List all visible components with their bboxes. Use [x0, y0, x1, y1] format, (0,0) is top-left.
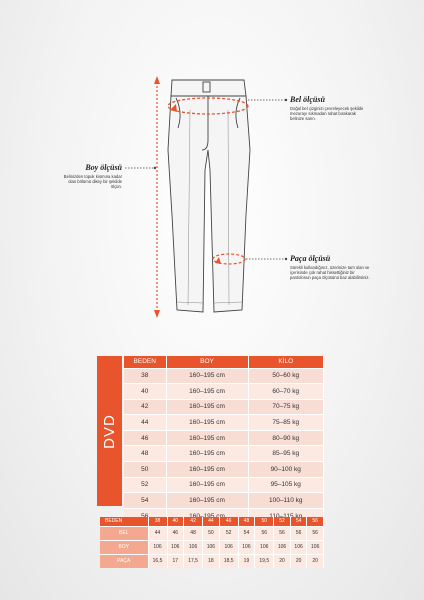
weight-cell: 80–90 kg: [248, 430, 324, 446]
size-cell: 48: [124, 446, 166, 462]
measure-size-header: 54: [290, 517, 307, 526]
height-cell: 160–195 cm: [166, 368, 248, 384]
measure-size-header: 42: [184, 517, 203, 526]
measure-cell: 56: [274, 526, 291, 540]
measure-header-label: BEDEN: [100, 517, 148, 526]
header-kilo: KİLO: [248, 356, 324, 368]
measure-row-label: BOY: [100, 540, 148, 554]
hem-callout-title: Paça ölçüsü: [290, 254, 331, 263]
measure-row-label: BEL: [100, 526, 148, 540]
weight-cell: 85–95 kg: [248, 446, 324, 462]
measure-cell: 18,5: [219, 554, 238, 568]
measure-cell: 50: [203, 526, 220, 540]
measure-cell: 56: [255, 526, 274, 540]
measure-cell: 17: [167, 554, 184, 568]
table-row: [124, 493, 324, 509]
height-cell: 160–195 cm: [166, 493, 248, 509]
measure-cell: 48: [184, 526, 203, 540]
measurement-table: [100, 517, 324, 568]
measure-size-header: 50: [255, 517, 274, 526]
table-row: [124, 446, 324, 462]
measure-cell: 106: [255, 540, 274, 554]
measure-size-header: 40: [167, 517, 184, 526]
measure-cell: 18: [203, 554, 220, 568]
measure-size-header: 48: [238, 517, 255, 526]
size-cell: 50: [124, 462, 166, 478]
weight-cell: 95–105 kg: [248, 477, 324, 493]
size-table-body: [124, 368, 324, 524]
length-callout-text: Belinizden topuk kısmına kadar olan bölümü dikey bir şekilde ölçün.: [63, 174, 122, 190]
size-cell: 54: [124, 493, 166, 509]
measure-size-header: 52: [274, 517, 291, 526]
measure-cell: 106: [148, 540, 167, 554]
table-row: [124, 399, 324, 415]
height-cell: 160–195 cm: [166, 477, 248, 493]
measure-size-header: 38: [148, 517, 167, 526]
size-cell: 44: [124, 415, 166, 431]
table-row: [100, 540, 324, 554]
measure-cell: 106: [184, 540, 203, 554]
size-cell: 42: [124, 399, 166, 415]
measure-cell: 106: [238, 540, 255, 554]
height-cell: 160–195 cm: [166, 462, 248, 478]
measure-cell: 44: [148, 526, 167, 540]
measure-cell: 17,5: [184, 554, 203, 568]
measure-cell: 106: [290, 540, 307, 554]
weight-cell: 75–85 kg: [248, 415, 324, 431]
size-table: [124, 356, 324, 524]
height-cell: 160–195 cm: [166, 446, 248, 462]
size-cell: 52: [124, 477, 166, 493]
height-cell: 160–195 cm: [166, 384, 248, 400]
measure-cell: 16,5: [148, 554, 167, 568]
measure-size-header: 56: [307, 517, 324, 526]
brand-label: DVD: [101, 413, 119, 449]
table-row: [124, 384, 324, 400]
measure-cell: 106: [307, 540, 324, 554]
table-row: [124, 477, 324, 493]
weight-cell: 70–75 kg: [248, 399, 324, 415]
table-row: [100, 526, 324, 540]
measure-size-header: 44: [203, 517, 220, 526]
table-row: [124, 415, 324, 431]
table-row: [124, 430, 324, 446]
measurement-table-header: [100, 517, 324, 526]
size-cell: 46: [124, 430, 166, 446]
length-callout-title: Boy ölçüsü: [85, 163, 122, 172]
header-beden: BEDEN: [124, 356, 166, 368]
table-row: [100, 554, 324, 568]
weight-cell: 50–60 kg: [248, 368, 324, 384]
measure-cell: 52: [219, 526, 238, 540]
measure-cell: 19: [238, 554, 255, 568]
weight-cell: 90–100 kg: [248, 462, 324, 478]
measure-cell: 106: [203, 540, 220, 554]
measure-cell: 19,5: [255, 554, 274, 568]
size-cell: 38: [124, 368, 166, 384]
measure-cell: 56: [307, 526, 324, 540]
table-row: [124, 462, 324, 478]
measure-cell: 106: [167, 540, 184, 554]
measure-cell: 56: [290, 526, 307, 540]
trousers-outline: [168, 80, 250, 312]
header-boy: BOY: [166, 356, 248, 368]
height-cell: 160–195 cm: [166, 430, 248, 446]
measure-cell: 106: [274, 540, 291, 554]
measure-cell: 20: [307, 554, 324, 568]
size-cell: 40: [124, 384, 166, 400]
waist-callout-text: Doğal bel çizginizi çevreleyecek şekilde mezurayı sıkmadan rahat bırakarak belinize sarın.: [290, 106, 364, 122]
weight-cell: 100–110 kg: [248, 493, 324, 509]
measure-size-header: 46: [219, 517, 238, 526]
weight-cell: 60–70 kg: [248, 384, 324, 400]
measure-cell: 106: [219, 540, 238, 554]
waist-callout-title: Bel ölçüsü: [290, 95, 325, 104]
measure-cell: 54: [238, 526, 255, 540]
height-cell: 160–195 cm: [166, 399, 248, 415]
brand-panel: [97, 356, 122, 506]
measure-cell: 20: [274, 554, 291, 568]
table-row: [124, 368, 324, 384]
measure-cell: 46: [167, 526, 184, 540]
height-cell: 160–195 cm: [166, 415, 248, 431]
hem-callout-text: Sürekli kullandığınız, üzerinize tam olan ve içerisinde çok rahat hissettiğiniz bir pantolonun paça ölçüsünü baz alabilirsiniz.: [290, 265, 370, 281]
measure-cell: 20: [290, 554, 307, 568]
length-arrow: [154, 76, 160, 318]
size-table-header: [124, 356, 324, 368]
measurement-table-body: [100, 526, 324, 568]
measure-row-label: PAÇA: [100, 554, 148, 568]
